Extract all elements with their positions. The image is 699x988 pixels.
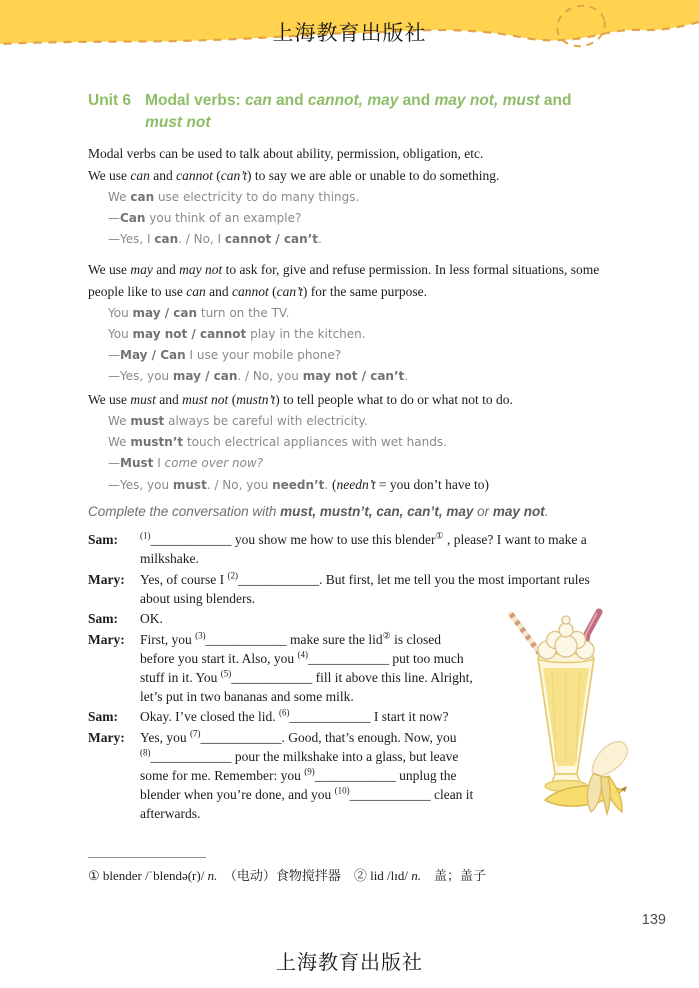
page-number: 139 xyxy=(641,912,666,928)
examples-must xyxy=(108,411,615,496)
whipped-cream xyxy=(538,616,594,659)
footnote-text: ① blender /ˈblendə(r)/ n. （电动）食物搅拌器 ② lid /lɪd/ n. 盖；盖子 xyxy=(88,867,487,883)
banana-milkshake-illustration xyxy=(489,600,654,835)
example-line: —Can you think of an example? xyxy=(108,211,302,225)
dialogue-text: First, you $^{(3)}$____________ make sure the lid② is closed before you start it. Also, you $^{(4)}$____________ put too much stuff in it. You $^{(5)}$____________ fill it above this line. Alright, let’s put in two bananas and some milk. xyxy=(140,630,473,704)
example-line: We must always be careful with electricity. xyxy=(108,414,368,428)
dialogue-text: Yes, you $^{(7)}$____________. Good, that’s enough. Now, you $^{(8)}$____________ pour the milkshake into a glass, but leave some for me. Remember: you $^{(9)}$____________ unplug the blender when you’re done, and you $^{(10)}$____________ clean it afterwards. xyxy=(140,728,474,821)
example-line: You may not / cannot play in the kitchen. xyxy=(108,327,366,341)
unit-title xyxy=(145,90,571,134)
speaker-label: Mary: xyxy=(88,631,125,647)
banana-peel-left xyxy=(587,774,601,812)
footnote-area xyxy=(88,857,615,885)
dialogue-row xyxy=(88,530,615,568)
examples-may xyxy=(108,303,615,387)
example-line: You may / can turn on the TV. xyxy=(108,306,290,320)
publisher-header: 上海教育出版社 xyxy=(272,21,427,45)
publisher-footer: 上海教育出版社 xyxy=(276,952,423,974)
unit-heading xyxy=(88,90,615,134)
footnote-divider xyxy=(88,857,206,858)
dialogue-text: $^{(1)}$____________ you show me how to use this blender① , please? I want to make a milkshake. xyxy=(140,530,587,566)
peeled-banana-flesh xyxy=(592,742,627,776)
dialogue-text: OK. xyxy=(140,611,163,626)
examples-can xyxy=(108,187,615,250)
grammar-intro-can: Modal verbs can be used to talk about ability, permission, obligation, etc. We use can and cannot (can’t) to say we are able or unable to do something. xyxy=(88,146,500,183)
speaker-label: Sam: xyxy=(88,532,118,547)
grammar-intro-must: We use must and must not (mustn’t) to tell people what to do or what not to do. xyxy=(88,392,513,407)
exercise-instruction: Complete the conversation with must, mustn’t, can, can’t, may or may not. xyxy=(88,504,549,519)
unit-number: Unit 6 xyxy=(88,92,132,109)
speaker-label: Mary: xyxy=(88,729,125,745)
example-line: —Yes, you must. / No, you needn’t. (needn’t = you don’t have to) xyxy=(108,477,489,492)
dialogue-text: Okay. I’ve closed the lid. $^{(6)}$____________ I start it now? xyxy=(140,707,449,724)
banana-peel-center xyxy=(601,777,610,814)
grammar-intro-may: We use may and may not to ask for, give and refuse permission. In less formal situations, some people like to use can and cannot (can’t) for the same purpose. xyxy=(88,262,600,299)
dialogue-text: Yes, of course I $^{(2)}$____________. But first, let me tell you the most important rules about using blenders. xyxy=(140,570,590,606)
unit-title-line2: must not xyxy=(145,114,211,131)
speaker-label: Sam: xyxy=(88,709,118,724)
unit-title-line1: Modal verbs: can and cannot, may and may not, must and xyxy=(145,92,572,109)
example-line: We can use electricity to do many things. xyxy=(108,190,360,204)
example-line: —Yes, I can. / No, I cannot / can’t. xyxy=(108,232,322,246)
speaker-label: Sam: xyxy=(88,611,118,626)
example-line: We mustn’t touch electrical appliances with wet hands. xyxy=(108,435,447,449)
example-line: —Yes, you may / can. / No, you may not / can’t. xyxy=(108,369,409,383)
example-line: —Must I come over now? xyxy=(108,456,264,470)
speaker-label: Mary: xyxy=(88,571,125,587)
example-line: —May / Can I use your mobile phone? xyxy=(108,348,342,362)
